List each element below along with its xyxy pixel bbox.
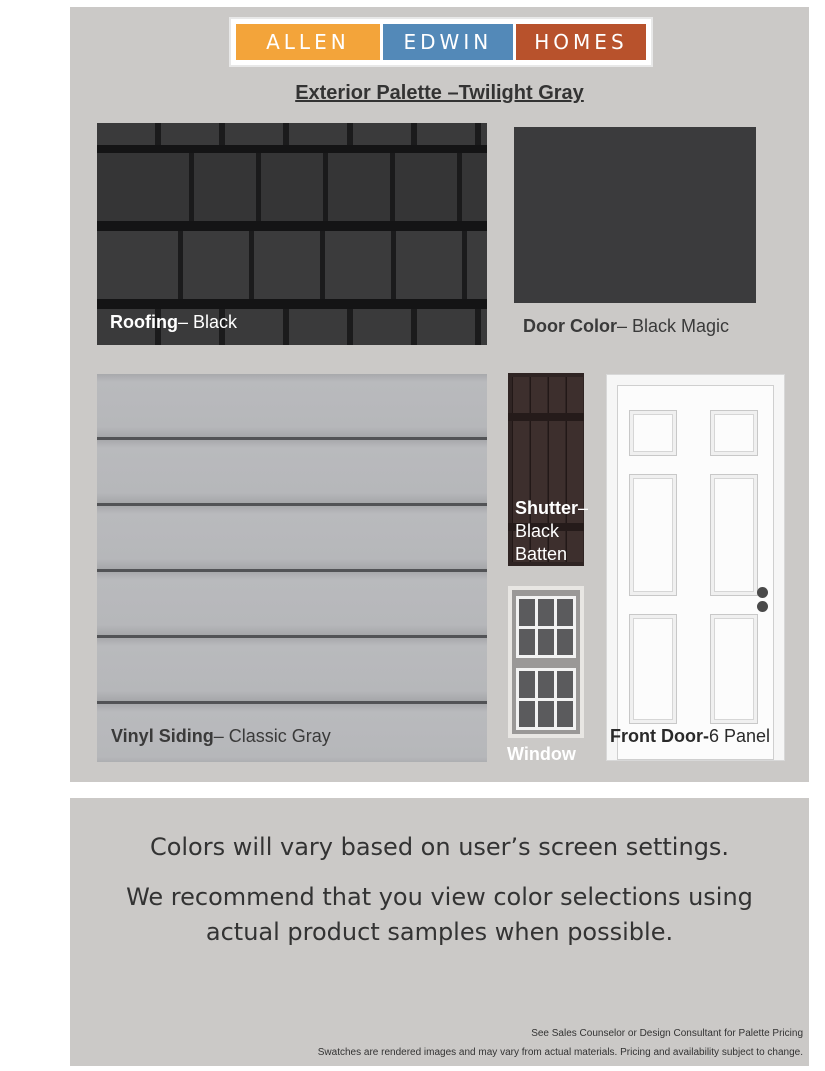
window-label: Window xyxy=(507,744,576,764)
front-door-swatch xyxy=(606,374,785,761)
vinyl-siding-swatch xyxy=(97,374,487,762)
recommendation-note: We recommend that you view color selections using actual product samples when possible. xyxy=(126,883,753,946)
logo-homes: HOMES xyxy=(516,24,646,60)
swatch-fine-print: Swatches are rendered images and may vary from actual materials. Pricing and availability subject to change. xyxy=(317,1047,803,1058)
pricing-fine-print: See Sales Counselor or Design Consultant for Palette Pricing xyxy=(531,1028,803,1039)
front-door-label: Front Door-6 Panel xyxy=(610,726,771,746)
vinyl-siding-label: Vinyl Siding– Classic Gray xyxy=(111,726,331,746)
allen-edwin-homes-logo xyxy=(229,17,653,67)
door-color-swatch xyxy=(514,127,756,303)
window-swatch xyxy=(508,586,584,738)
shutter-label: Shutter– Black Batten xyxy=(515,498,589,564)
roofing-label: Roofing– Black xyxy=(110,312,238,332)
door-color-label: Door Color– Black Magic xyxy=(523,316,730,336)
logo-edwin: EDWIN xyxy=(383,24,513,60)
disclaimer-note: Colors will vary based on user’s screen settings. xyxy=(149,833,730,861)
page-title: Exterior Palette –Twilight Gray xyxy=(295,82,584,104)
logo-allen: ALLEN xyxy=(236,24,380,60)
